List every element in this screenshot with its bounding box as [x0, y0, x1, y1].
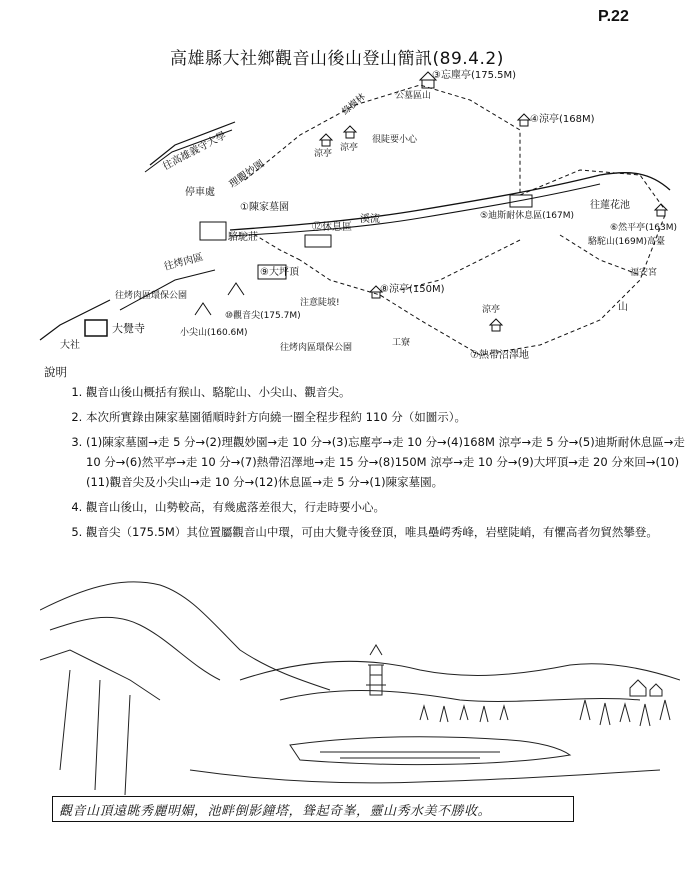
peak-icon	[195, 303, 211, 315]
label-ranping: ⑥然平亭(163M)	[610, 223, 678, 233]
note-item: 3. (1)陳家墓園→走 5 分→(2)理觀妙園→走 10 分→(3)忘塵亭→走 10 分→(4)168M 涼亭→走 5 分→(5)迪斯耐休息區→走 10 分→(6)然平亭→走 10 分→(7)熱帶沼澤地→走 15 分→(8)150M 涼亭→走 10 分→(9)大坪頂→走 20 分來回→(10)(11)觀音尖及小尖山→走 10 分→(12)休息區→走 5 分→(1)陳家墓園。	[86, 432, 690, 492]
label-dashe: 大社	[60, 340, 80, 351]
label-liangting2: 涼亭	[340, 143, 359, 153]
note-item: 5. 觀音尖（175.5M）其位置屬觀音山中環，可由大覺寺後登頂，唯具壘崿秀峰，岩壁陡峭，有懼高者勿貿然攀登。	[86, 522, 690, 542]
label-zuiwang: ③忘塵亭(175.5M)	[432, 70, 517, 81]
label-pavilion-bottom: 涼亭	[482, 305, 501, 315]
label-pavilion150: ⑧涼亭(150M)	[380, 284, 445, 295]
camel-building	[200, 222, 226, 240]
label-dajue: 大覺寺	[112, 322, 145, 335]
note-item: 1. 觀音山後山概括有猴山、駱駝山、小尖山、觀音尖。	[86, 382, 690, 402]
trail-map	[0, 60, 700, 370]
page-title: 高雄縣大社鄉觀音山後山登山簡訊(89.4.2)	[170, 49, 504, 69]
label-twelve: ⑫休息區	[312, 222, 352, 233]
label-camel: 駱駝莊	[228, 232, 258, 243]
label-lingye: 綠樹林	[340, 92, 368, 118]
label-mountain: 山	[618, 302, 628, 313]
label-pavilion168: ④涼亭(168M)	[530, 114, 595, 125]
notes-list	[70, 382, 690, 542]
rest-twelve-building	[305, 235, 331, 247]
notes-heading: 說明	[44, 365, 67, 379]
label-wetland: ⑦熱帶沼澤地	[470, 350, 529, 361]
label-camel-mtn: 駱駝山(169M)高臺	[588, 237, 665, 247]
label-disinai: ⑤迪斯耐休息區(167M)	[480, 211, 575, 221]
caption-box	[52, 796, 574, 822]
page-number: P.22	[598, 8, 629, 25]
landscape-caption: 觀音山頂遠眺秀麗明媚，池畔倒影鐘塔，聳起奇峯，靈山秀水美不勝收。	[59, 804, 492, 819]
label-henxian: 很陡要小心	[372, 135, 418, 145]
label-liguan: 理觀妙園	[227, 158, 267, 191]
label-to-bbq2: 往烤肉區環保公園	[115, 291, 188, 301]
rest-area-building	[510, 195, 532, 207]
notes-section	[44, 362, 690, 547]
label-zhongpu: 停車處	[185, 187, 215, 198]
landscape-sketch	[40, 570, 680, 810]
label-to-university: 往高雄義守大學	[161, 130, 229, 173]
dajue-temple	[85, 320, 107, 336]
label-dajian: ⑨大坪頂	[260, 267, 299, 278]
label-to-bbq: 往烤肉區	[162, 251, 205, 273]
label-to-lotus: 往蓮花池	[590, 200, 630, 211]
note-item: 2. 本次所實錄由陳家墓園循順時針方向繞一圈全程步程約 110 分（如圖示）。	[86, 407, 690, 427]
label-gongsi: 公墓區山	[395, 91, 432, 101]
label-worker: 工寮	[392, 338, 411, 348]
label-guanyin-peak: ⑩觀音尖(175.7M)	[225, 311, 301, 321]
label-liangting1: 涼亭	[314, 149, 333, 159]
label-careful: 注意陡坡!	[300, 298, 340, 308]
label-to-bbq3: 往烤肉區環保公園	[280, 343, 353, 353]
label-small-peak: 小尖山(160.6M)	[180, 328, 248, 338]
label-chenfamily: ①陳家墓園	[240, 202, 289, 213]
label-stream: 溪流	[360, 214, 380, 225]
note-item: 4. 觀音山後山，山勢較高，有幾處落差很大，行走時要小心。	[86, 497, 690, 517]
label-fuxing: 福安宮	[630, 268, 658, 278]
